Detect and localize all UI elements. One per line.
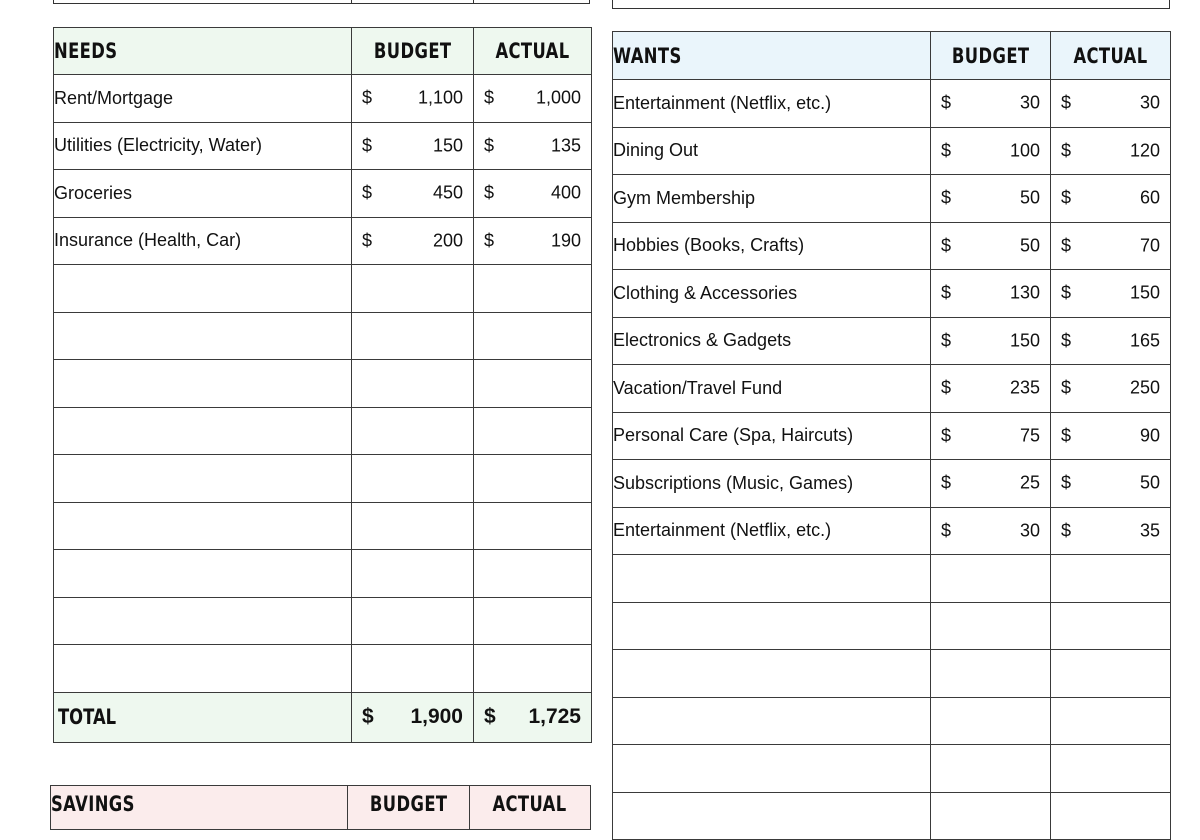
item-cell[interactable]: Electronics & Gadgets [613,317,931,365]
actual-amount: 135 [550,135,581,156]
actual-cell[interactable] [474,645,592,693]
actual-amount: 90 [1139,425,1160,446]
budget-cell[interactable] [931,745,1051,793]
item-cell[interactable]: Rent/Mortgage [54,75,352,123]
table-row [613,507,1171,555]
actual-amount: 150 [1129,282,1160,303]
currency-symbol: $ [362,182,373,203]
budget-cell[interactable] [931,792,1051,840]
needs-table [53,27,592,743]
actual-cell[interactable] [1051,412,1171,460]
total-actual-amount: 1,725 [528,705,581,728]
budget-cell[interactable] [352,217,474,265]
table-row [54,550,592,598]
currency-symbol: $ [1061,330,1072,351]
budget-amount: 30 [1019,92,1040,113]
budget-cell[interactable] [931,365,1051,413]
actual-cell[interactable] [1051,745,1171,793]
actual-amount: 30 [1139,92,1160,113]
budget-amount: 150 [432,135,463,156]
table-row [613,175,1171,223]
table-row [613,745,1171,793]
budget-amount: 75 [1019,425,1040,446]
needs-actual-header: ACTUAL [474,28,592,75]
actual-amount: 35 [1139,520,1160,541]
actual-cell[interactable] [1051,175,1171,223]
needs-header-label: NEEDS [54,28,352,75]
table-row [54,170,592,218]
table-row [54,407,592,455]
table-row [613,412,1171,460]
actual-cell[interactable] [1051,650,1171,698]
item-cell[interactable]: Personal Care (Spa, Haircuts) [613,412,931,460]
currency-symbol: $ [941,425,952,446]
table-row [613,270,1171,318]
actual-cell[interactable] [474,75,592,123]
table-row [54,455,592,503]
budget-cell[interactable] [352,645,474,693]
total-row [54,692,592,742]
item-cell[interactable] [613,602,931,650]
needs-header-row [54,28,592,75]
budget-cell[interactable] [352,265,474,313]
budget-cell[interactable] [352,407,474,455]
actual-cell[interactable] [1051,555,1171,603]
table-row [613,650,1171,698]
table-row [613,317,1171,365]
table-row [613,222,1171,270]
savings-header-row [51,786,591,830]
savings-header-label: SAVINGS [51,786,348,830]
currency-symbol: $ [362,705,374,728]
table-row [54,217,592,265]
currency-symbol: $ [941,235,952,256]
currency-symbol: $ [1061,425,1072,446]
item-cell[interactable] [54,407,352,455]
budget-cell[interactable] [931,602,1051,650]
budget-cell[interactable] [931,317,1051,365]
currency-symbol: $ [1061,235,1072,256]
actual-cell[interactable] [474,360,592,408]
actual-cell[interactable] [1051,697,1171,745]
savings-budget-header: BUDGET [348,786,470,830]
budget-amount: 25 [1019,472,1040,493]
currency-symbol: $ [941,472,952,493]
item-cell[interactable] [613,697,931,745]
budget-cell[interactable] [352,312,474,360]
item-cell[interactable] [54,502,352,550]
table-row [613,602,1171,650]
table-row [613,127,1171,175]
currency-symbol: $ [941,187,952,208]
currency-symbol: $ [941,282,952,303]
table-row [613,555,1171,603]
currency-symbol: $ [484,87,495,108]
table-row [54,122,592,170]
wants-header-row [613,32,1171,80]
currency-symbol: $ [941,520,952,541]
actual-amount: 400 [550,182,581,203]
wants-actual-header: ACTUAL [1051,32,1171,80]
actual-cell[interactable] [1051,507,1171,555]
actual-amount: 50 [1139,472,1160,493]
budget-cell[interactable] [352,597,474,645]
currency-symbol: $ [362,135,373,156]
budget-amount: 50 [1019,235,1040,256]
currency-symbol: $ [1061,472,1072,493]
budget-cell[interactable] [931,697,1051,745]
table-row [54,265,592,313]
table-row [613,697,1171,745]
item-cell[interactable]: Hobbies (Books, Crafts) [613,222,931,270]
table-row [613,460,1171,508]
wants-header-label: WANTS [613,32,931,80]
item-cell[interactable] [613,555,931,603]
actual-cell[interactable] [1051,365,1171,413]
actual-cell[interactable] [1051,222,1171,270]
item-cell[interactable] [613,745,931,793]
currency-symbol: $ [1061,282,1072,303]
wants-table [612,31,1171,840]
table-row [54,597,592,645]
item-cell[interactable]: Utilities (Electricity, Water) [54,122,352,170]
budget-cell[interactable] [352,550,474,598]
item-cell[interactable] [54,645,352,693]
actual-amount: 120 [1129,140,1160,161]
currency-symbol: $ [1061,377,1072,398]
total-actual-cell [474,692,592,742]
currency-symbol: $ [484,182,495,203]
item-cell[interactable]: Dining Out [613,127,931,175]
savings-actual-header: ACTUAL [470,786,591,830]
table-row [613,792,1171,840]
needs-budget-header: BUDGET [352,28,474,75]
wants-previous-table-bottom [612,0,1170,9]
actual-cell[interactable] [474,502,592,550]
actual-cell[interactable] [474,550,592,598]
currency-symbol: $ [362,230,373,251]
table-row [54,75,592,123]
item-cell[interactable] [54,597,352,645]
currency-symbol: $ [484,135,495,156]
item-cell[interactable] [54,455,352,503]
budget-cell[interactable] [931,270,1051,318]
budget-cell[interactable] [352,455,474,503]
actual-cell[interactable] [1051,270,1171,318]
item-cell[interactable] [54,550,352,598]
actual-cell[interactable] [1051,602,1171,650]
budget-cell[interactable] [931,80,1051,128]
actual-cell[interactable] [474,455,592,503]
item-cell[interactable]: Vacation/Travel Fund [613,365,931,413]
budget-cell[interactable] [931,222,1051,270]
table-row [54,360,592,408]
actual-cell[interactable] [474,312,592,360]
budget-amount: 450 [432,182,463,203]
table-row [54,502,592,550]
item-cell[interactable]: Gym Membership [613,175,931,223]
total-budget-cell [352,692,474,742]
currency-symbol: $ [1061,187,1072,208]
total-label: TOTAL [54,692,352,742]
actual-amount: 70 [1139,235,1160,256]
currency-symbol: $ [941,330,952,351]
actual-cell[interactable] [1051,317,1171,365]
actual-amount: 250 [1129,377,1160,398]
currency-symbol: $ [941,140,952,161]
total-budget-amount: 1,900 [410,705,463,728]
budget-cell[interactable] [931,175,1051,223]
actual-cell[interactable] [1051,460,1171,508]
budget-amount: 100 [1009,140,1040,161]
table-row [613,365,1171,413]
currency-symbol: $ [1061,140,1072,161]
actual-cell[interactable] [474,217,592,265]
actual-amount: 165 [1129,330,1160,351]
budget-cell[interactable] [352,502,474,550]
actual-cell[interactable] [1051,792,1171,840]
savings-table [50,785,591,830]
budget-amount: 200 [432,230,463,251]
actual-amount: 190 [550,230,581,251]
currency-symbol: $ [941,92,952,113]
budget-cell[interactable] [931,650,1051,698]
currency-symbol: $ [1061,92,1072,113]
budget-amount: 50 [1019,187,1040,208]
budget-cell[interactable] [352,122,474,170]
item-cell[interactable]: Insurance (Health, Car) [54,217,352,265]
actual-cell[interactable] [474,170,592,218]
currency-symbol: $ [484,705,496,728]
actual-amount: 60 [1139,187,1160,208]
budget-amount: 150 [1009,330,1040,351]
table-row [613,80,1171,128]
budget-cell[interactable] [931,460,1051,508]
actual-cell[interactable] [474,265,592,313]
budget-amount: 235 [1009,377,1040,398]
currency-symbol: $ [484,230,495,251]
table-row [54,645,592,693]
actual-cell[interactable] [474,407,592,455]
item-cell[interactable] [54,312,352,360]
budget-amount: 130 [1009,282,1040,303]
item-cell[interactable]: Entertainment (Netflix, etc.) [613,507,931,555]
currency-symbol: $ [941,377,952,398]
item-cell[interactable]: Subscriptions (Music, Games) [613,460,931,508]
item-cell[interactable]: Groceries [54,170,352,218]
actual-cell[interactable] [474,122,592,170]
budget-cell[interactable] [352,75,474,123]
actual-amount: 1,000 [535,87,581,108]
item-cell[interactable]: Clothing & Accessories [613,270,931,318]
currency-symbol: $ [1061,520,1072,541]
currency-symbol: $ [362,87,373,108]
item-cell[interactable] [54,360,352,408]
needs-previous-table-bottom [53,0,590,4]
item-cell[interactable] [54,265,352,313]
actual-cell[interactable] [1051,127,1171,175]
item-cell[interactable]: Entertainment (Netflix, etc.) [613,80,931,128]
item-cell[interactable] [613,650,931,698]
wants-budget-header: BUDGET [931,32,1051,80]
budget-cell[interactable] [931,412,1051,460]
budget-cell[interactable] [931,555,1051,603]
budget-amount: 30 [1019,520,1040,541]
table-row [54,312,592,360]
budget-cell[interactable] [352,360,474,408]
budget-cell[interactable] [352,170,474,218]
budget-cell[interactable] [931,127,1051,175]
budget-cell[interactable] [931,507,1051,555]
actual-cell[interactable] [1051,80,1171,128]
item-cell[interactable] [613,792,931,840]
budget-amount: 1,100 [417,87,463,108]
actual-cell[interactable] [474,597,592,645]
